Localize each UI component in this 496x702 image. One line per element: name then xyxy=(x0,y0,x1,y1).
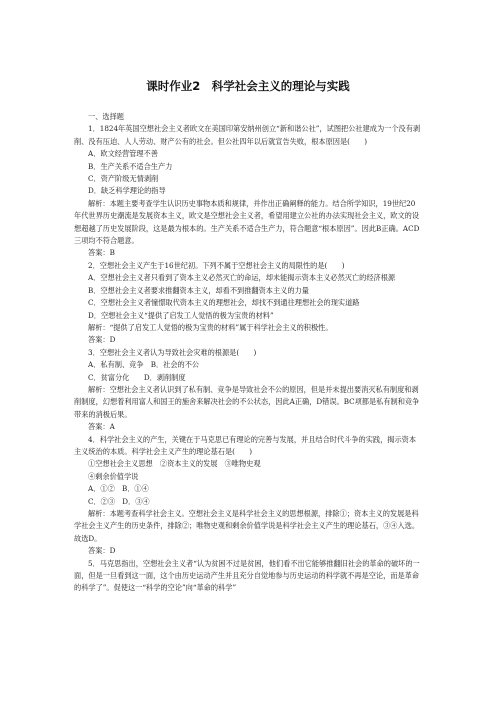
question-4-analysis: 解析：本题考查科学社会主义。空想社会主义是科学社会主义的思想根源，排除①；资本主义的发展是科学社会主义产生的历史条件，排除②；唯物史观和剩余价值学说是科学社会主义产生的理论基石，③④入选。故选D。 xyxy=(74,509,420,543)
question-1-option-b: B．生产关系不适合生产力 xyxy=(88,161,173,171)
question-2-stem: 2．空想社会主义产生于16世纪初。下列不属于空想社会主义的局限性的是( ) xyxy=(88,260,345,270)
question-2-option-a: A．空想社会主义者只看到了资本主义必然灭亡的命运，却未能揭示资本主义必然灭亡的经济根源 xyxy=(88,273,396,283)
question-4-items-1: ①空想社会主义思想 ②资本主义的发展 ③唯物史观 xyxy=(88,459,261,469)
question-3-analysis: 解析：空想社会主义者认识到了私有制、竞争是导致社会不公的原因，但是并未提出要消灭私有制度和剥削制度，幻想着利用富人和国王的施舍来解决社会的不公状态，因此A正确，D错误。BC项都是私有制和竞争带来的消极后果。 xyxy=(74,384,420,419)
question-2-option-c: C．空想社会主义者憧憬取代资本主义的理想社会，却找不到通往理想社会的现实道路 xyxy=(88,298,360,308)
document-body xyxy=(74,111,422,595)
question-5-stem: 5．马克思指出，空想社会主义者“认为贫困不过是贫困，他们看不出它能够推翻旧社会的革命的破坏的一面，但是一旦看到这一面，这个由历史运动产生并且充分自觉地参与历史运动的科学就不再是空论，而是革命的科学了”。促使这一“科学的空论”向“革命的科学” xyxy=(74,558,420,593)
question-3-stem: 3．空想社会主义者认为导致社会灾难的根源是( ) xyxy=(88,347,257,357)
page-title: 课时作业2 科学社会主义的理论与实践 xyxy=(146,79,350,93)
question-2-option-d: D．空想社会主义“提供了启发工人觉悟的极为宝贵的材料” xyxy=(88,310,274,320)
section-heading: 一、选择题 xyxy=(88,112,124,121)
question-1-option-c: C．资产阶级无情剥削 xyxy=(88,174,159,184)
question-4-options-ab: A．①② B．①④ xyxy=(88,484,149,494)
question-4-answer: 答案：D xyxy=(88,546,116,556)
question-1-analysis: 解析：本题主要考查学生认识历史事物本质和规律，并作出正确阐释的能力。结合所学知识，19世纪20年代世界历史潮流是发展资本主义，欧文是空想社会主义者，希望用建立公社的办法实现社会主义，欧文的设想超越了历史发展阶段，这是最为根本的。生产关系不适合生产力，符合题意“根本原因”。因此B正确。ACD三项均不符合题意。 xyxy=(74,198,420,246)
question-1-answer: 答案：B xyxy=(88,248,115,258)
question-2-answer: 答案：D xyxy=(88,335,116,345)
question-1-option-d: D．缺乏科学理论的指导 xyxy=(88,186,166,196)
question-2-analysis: 解析：“提供了启发工人觉悟的极为宝贵的材料”属于科学社会主义的积极性。 xyxy=(88,322,333,332)
question-4-items-2: ④剩余价值学说 xyxy=(88,471,139,481)
question-3-options-ab: A．私有制、竞争 B．社会的不公 xyxy=(88,360,200,370)
question-3-options-cd: C．贫富分化 D．剥削制度 xyxy=(88,372,186,382)
question-3-answer: 答案：A xyxy=(88,422,115,432)
question-4-options-cd: C．②③ D．③④ xyxy=(88,496,150,506)
question-1-option-a: A．欧文经营管理不善 xyxy=(88,149,158,159)
question-1-stem: 1．1824年英国空想社会主义者欧文在美国印第安纳州创立“新和谐公社”，试图把公社建成为一个没有剥削、没有压迫、人人劳动、财产公有的社会。但公社四年以后就宣告失败，根本原因是( ) xyxy=(74,124,421,146)
question-2-option-b: B．空想社会主义者要求推翻资本主义，却看不到推翻资本主义的力量 xyxy=(88,285,309,295)
question-4-stem: 4．科学社会主义的产生，关键在于马克思已有理论的完善与发展，并且结合时代斗争的实践，揭示资本主义统治的本质。科学社会主义产生的理论基石是( ) xyxy=(74,434,417,456)
